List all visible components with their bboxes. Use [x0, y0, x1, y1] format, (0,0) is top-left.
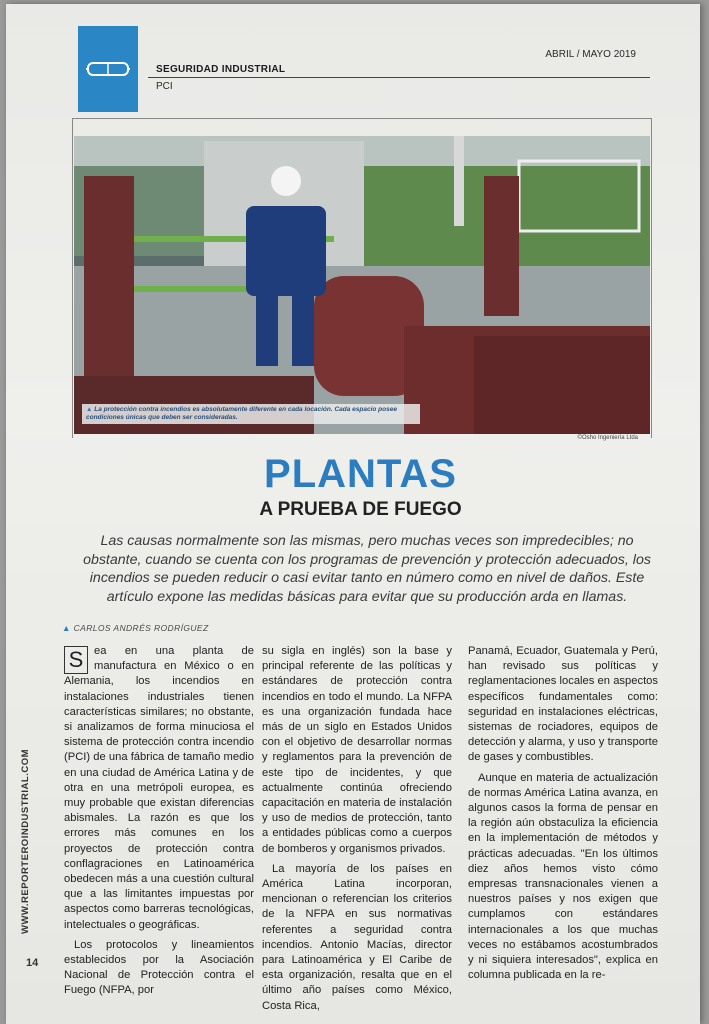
paragraph: La mayoría de los países en América Latina incorporan, mencionan o referencian los criterios de la NFPA en sus normativas referentes a seguridad contra incendios. Antonio Macías, director para Latinoamérica y El Caribe de esta organización, resalta que en el último año países como México, Costa Rica, [262, 862, 452, 1012]
paragraph-text: ea en una planta de manufactura en México o en Alemania, los incendios en instalaciones industriales tienen características similares; no obstante, si analizamos de forma minuciosa el sistema de protección contra incendio (PCI) de una fábrica de tamaño medio en una ciudad de América Latina y de otra en una metrópoli europea, es muy probable que existan diferencias abismales. La razón es que los errores más comunes en los proyectos de protección contra conflagraciones en Latinoamérica obedecen más a una cuestión cultural que a las limitantes impuestas por aspectos como barreras tecnológicas, intelectuales o geográficas. [64, 645, 254, 931]
magazine-page [6, 4, 700, 1024]
section-title: SEGURIDAD INDUSTRIAL [156, 64, 286, 75]
photo-frame-left [72, 118, 73, 438]
paragraph: Aunque en materia de actualización de normas América Latina avanza, en algunos casos la forma de pensar en la región aún obstaculiza la eficiencia en la implementación de métodos y prácticas adecuadas. "En los últimos diez años hemos visto cómo empresas transnacionales vienen a nuestros países y nos exigen que cumplamos con estándares internacionales a los que muchas veces no estábamos acostumbrados y ni siquiera interesados", explica en columna publicada en la re- [468, 771, 658, 982]
page-number: 14 [26, 957, 39, 969]
header-divider [148, 77, 650, 78]
issue-date: ABRIL / MAYO 2019 [545, 49, 636, 60]
section-subtitle: PCI [156, 81, 173, 92]
article-subtitle: A PRUEBA DE FUEGO [259, 499, 462, 520]
paragraph: Los protocolos y lineamientos establecidos por la Asociación Nacional de Protección contra el Fuego (NFPA, por [64, 938, 254, 997]
photo-credit: ©Osho Ingeniería Ltda [577, 435, 638, 441]
author-triangle-icon: ▲ [62, 623, 71, 633]
photo-frame-top [72, 118, 652, 119]
caption-text: La protección contra incendios es absolutamente diferente en cada locación. Cada espacio posee condiciones únicas que deben ser consideradas. [86, 406, 397, 422]
author-byline [62, 623, 209, 633]
caption-triangle-icon: ▲ [86, 406, 95, 413]
author-name: CARLOS ANDRÉS RODRÍGUEZ [73, 623, 209, 633]
paragraph: su sigla en inglés) son la base y principal referente de las políticas y estándares de protección contra incendios en todo el mundo. La NFPA es una organización fundada hace más de un siglo en Estados Unidos con el objetivo de desarrollar normas y reglamentos para la prevención de este tipo de incidentes, y que actualmente continúa ofreciendo capacitación en materia de instalación y uso de medios de protección, tanto a entidades públicas como a cuerpos de bomberos y organismos privados. [262, 645, 452, 855]
article-photo [74, 136, 650, 434]
paragraph [64, 644, 254, 933]
website-url: WWW.REPORTEROINDUSTRIAL.COM [20, 748, 31, 934]
text-column-1 [64, 644, 254, 1004]
section-icon-box [78, 26, 138, 112]
safety-goggles-icon [86, 60, 130, 78]
paragraph: Panamá, Ecuador, Guatemala y Perú, han revisado sus políticas y reglamentaciones locales en aspectos específicos fundamentales como: seguridad en instalaciones eléctricas, sistemas de rociadores, equipos de detección y alarma, y uso y transporte de gases y combustibles. [468, 645, 658, 764]
text-column-2 [262, 644, 452, 1019]
drop-cap: S [64, 646, 88, 674]
article-title: PLANTAS [264, 452, 457, 496]
photo-caption [82, 404, 420, 424]
article-lead: Las causas normalmente son las mismas, pero muchas veces son impredecibles; no obstante, cuando se cuenta con los programas de prevención y protección adecuados, los incendios se pueden reducir o casi evitar tanto en número como en nivel de daños. Este artículo expone las medidas básicas para evitar que su producción arda en llamas. [83, 533, 651, 605]
photo-frame-right [651, 118, 652, 438]
text-column-3 [468, 644, 658, 988]
